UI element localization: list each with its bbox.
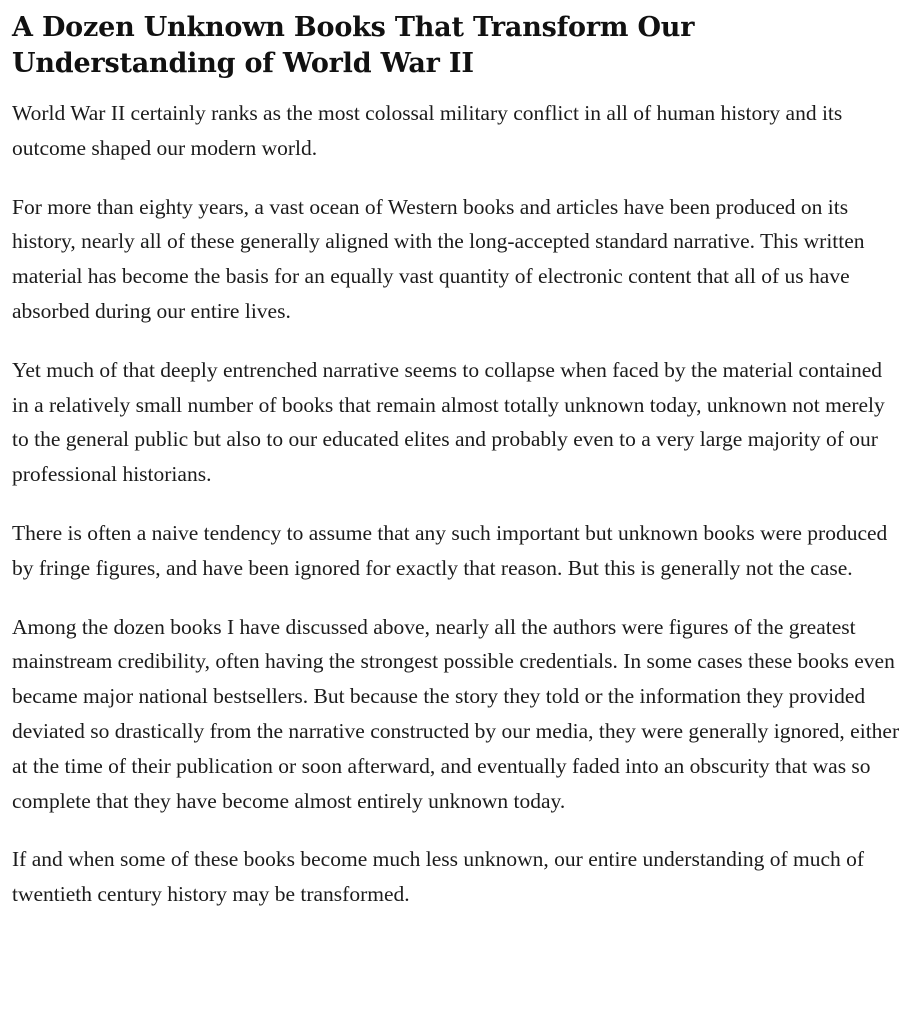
page-title: A Dozen Unknown Books That Transform Our Understanding of World War II xyxy=(12,12,695,79)
article-paragraph: There is often a naive tendency to assume that any such important but unknown books were produced by fringe figures, and have been ignored for exactly that reason. But this is generally not the case. xyxy=(12,520,888,580)
article-body xyxy=(12,96,903,912)
article-paragraph: Among the dozen books I have discussed above, nearly all the authors were figures of the greatest mainstream credibility, often having the strongest possible credentials. In some cases these books even became major national bestsellers. But because the story they told or the information they provided deviated so drastically from the narrative constructed by our media, they were generally ignored, either at the time of their publication or soon afterward, and eventually faded into an obscurity that was so complete that they have become almost entirely unknown today. xyxy=(12,614,900,813)
article-paragraph: For more than eighty years, a vast ocean of Western books and articles have been produced on its history, nearly all of these generally aligned with the long-accepted standard narrative. This written material has become the basis for an equally vast quantity of electronic content that all of us have absorbed during our entire lives. xyxy=(12,194,865,323)
article-paragraph: If and when some of these books become much less unknown, our entire understanding of much of twentieth century history may be transformed. xyxy=(12,847,865,907)
article-paragraph: Yet much of that deeply entrenched narrative seems to collapse when faced by the material contained in a relatively small number of books that remain almost totally unknown today, unknown not merely to the general public but also to our educated elites and probably even to a very large majority of our professional historians. xyxy=(12,357,885,487)
article-paragraph: World War II certainly ranks as the most colossal military conflict in all of human history and its outcome shaped our modern world. xyxy=(12,101,843,160)
